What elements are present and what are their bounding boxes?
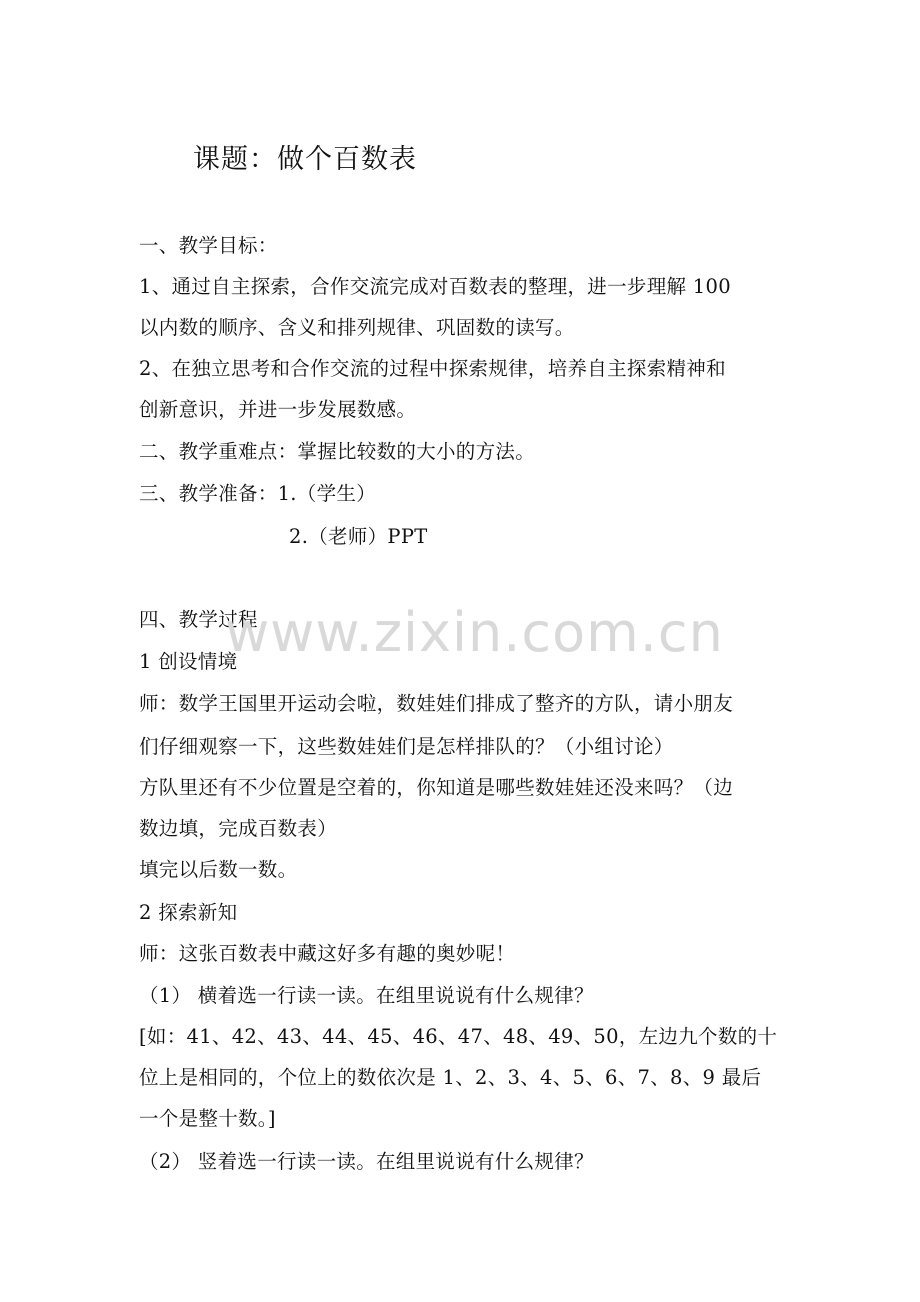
- example-line: [如：41、42、43、44、45、46、47、48、49、50，左边九个数的十: [139, 1025, 778, 1048]
- paragraph-line: 方队里还有不少位置是空着的，你知道是哪些数娃娃还没来吗？（边: [139, 776, 734, 799]
- watermark: www.zixin.com.cn: [225, 601, 724, 664]
- paragraph-line: 师：这张百数表中藏这好多有趣的奥妙呢！: [139, 942, 516, 965]
- step-1-heading: 1 创设情境: [139, 650, 238, 673]
- step-2-heading: 2 探索新知: [139, 901, 238, 924]
- question-2: （2） 竖着选一行读一读。在组里说说有什么规律？: [139, 1150, 594, 1173]
- preparation-item-2: 2.（老师）PPT: [289, 525, 428, 548]
- paragraph-line: 填完以后数一数。: [139, 858, 298, 881]
- section-heading-key-points: 二、教学重难点：掌握比较数的大小的方法。: [139, 440, 536, 463]
- question-1: （1） 横着选一行读一读。在组里说说有什么规律？: [139, 984, 594, 1007]
- objective-1-line-1: 1、通过自主探索，合作交流完成对百数表的整理，进一步理解 100: [139, 275, 731, 298]
- objective-2-line-2: 创新意识，并进一步发展数感。: [139, 398, 417, 421]
- lesson-title: 课题：做个百数表: [193, 144, 417, 175]
- objective-2-line-1: 2、在独立思考和合作交流的过程中探索规律，培养自主探索精神和: [139, 357, 726, 380]
- objective-1-line-2: 以内数的顺序、含义和排列规律、巩固数的读写。: [139, 316, 575, 339]
- paragraph-line: 们仔细观察一下，这些数娃娃们是怎样排队的？（小组讨论）: [139, 735, 674, 758]
- section-heading-preparation: 三、教学准备：1.（学生）: [139, 482, 377, 505]
- section-heading-process: 四、教学过程: [139, 608, 258, 631]
- example-line: 位上是相同的，个位上的数依次是 1、2、3、4、5、6、7、8、9 最后: [139, 1066, 762, 1089]
- section-heading-objectives: 一、教学目标：: [139, 234, 278, 257]
- paragraph-line: 师：数学王国里开运动会啦，数娃娃们排成了整齐的方队，请小朋友: [139, 692, 734, 715]
- example-line: 一个是整十数。]: [139, 1107, 276, 1130]
- paragraph-line: 数边填，完成百数表）: [139, 817, 338, 840]
